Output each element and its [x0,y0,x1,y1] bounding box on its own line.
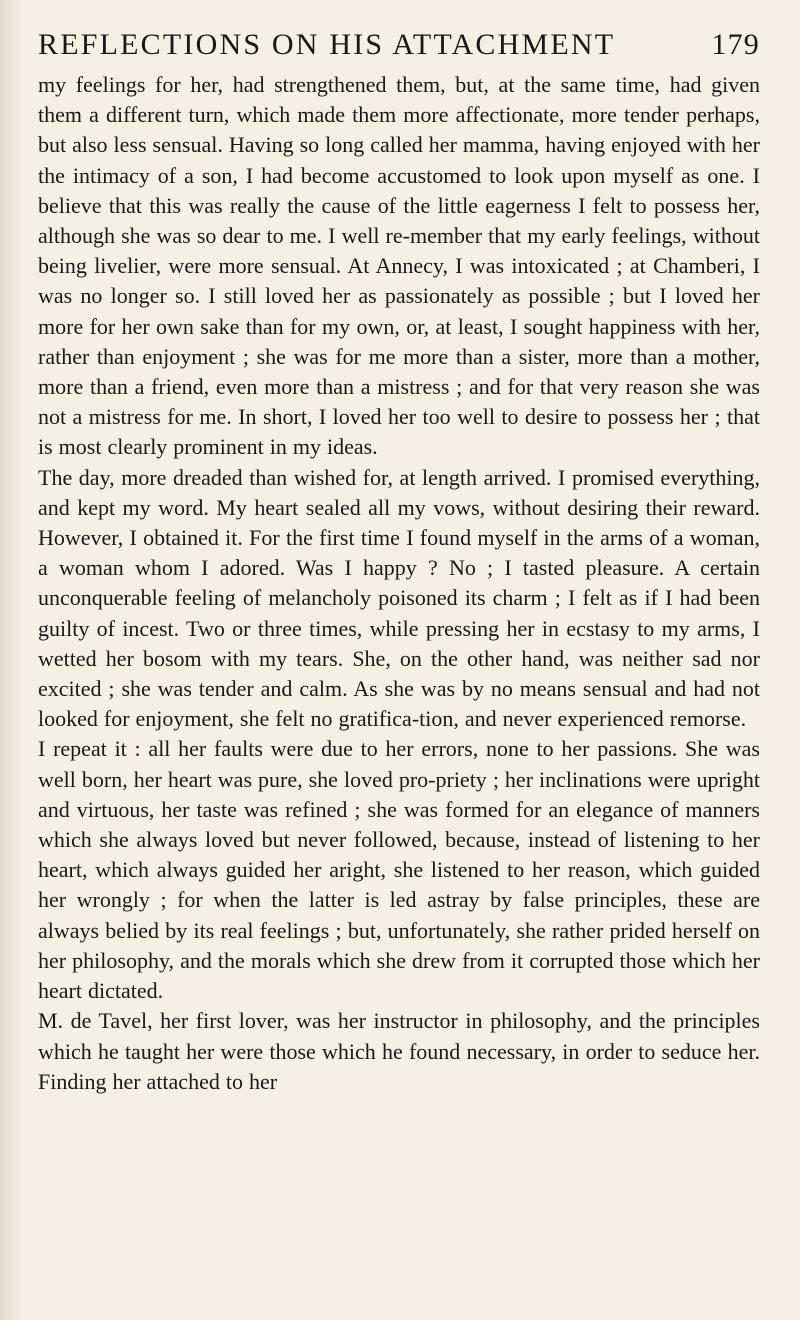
page-number: 179 [711,28,760,61]
running-title: REFLECTIONS ON HIS ATTACHMENT [38,28,616,61]
paragraph: my feelings for her, had strengthened them, but, at the same time, had given them a different turn, which made them more affectionate, more tender perhaps, but also less sensual. Having so long called her mamma, having enjoyed with her the intimacy of a son, I had become accustomed to look upon myself as one. I believe that this was really the cause of the little eagerness I felt to possess her, although she was so dear to me. I well re-member that my early feelings, without being livelier, were more sensual. At Annecy, I was intoxicated ; at Chamberi, I was no longer so. I still loved her as passionately as possible ; but I loved her more for her own sake than for my own, or, at least, I sought happiness with her, rather than enjoyment ; she was for me more than a sister, more than a mother, more than a friend, even more than a mistress ; and for that very reason she was not a mistress for me. In short, I loved her too well to desire to possess her ; that is most clearly prominent in my ideas. [38,72,760,460]
paragraph: The day, more dreaded than wished for, at length arrived. I promised everything, and kept my word. My heart sealed all my vows, without desiring their reward. However, I obtained it. For the first time I found myself in the arms of a woman, a woman whom I adored. Was I happy ? No ; I tasted pleasure. A certain unconquerable feeling of melancholy poisoned its charm ; I felt as if I had been guilty of incest. Two or three times, while pressing her in ecstasy to my arms, I wetted her bosom with my tears. She, on the other hand, was neither sad nor excited ; she was tender and calm. As she was by no means sensual and had not looked for enjoyment, she felt no gratifica-tion, and never experienced remorse. [38,464,760,732]
paragraph: I repeat it : all her faults were due to her errors, none to her passions. She was well born, her heart was pure, she loved pro-priety ; her inclinations were upright and virtuous, her taste was refined ; she was formed for an elegance of manners which she always loved but never followed, because, instead of listening to her heart, which always guided her aright, she listened to her reason, which guided her wrongly ; for when the latter is led astray by false principles, these are always belied by its real feelings ; but, unfortunately, she rather prided herself on her philosophy, and the morals which she drew from it corrupted those which her heart dictated. [38,736,760,1004]
running-header [38,26,760,64]
paragraph: M. de Tavel, her first lover, was her instructor in philosophy, and the principles which he taught her were those which he found necessary, in order to seduce her. Finding her attached to her [38,1008,760,1094]
body-text [38,70,760,1097]
